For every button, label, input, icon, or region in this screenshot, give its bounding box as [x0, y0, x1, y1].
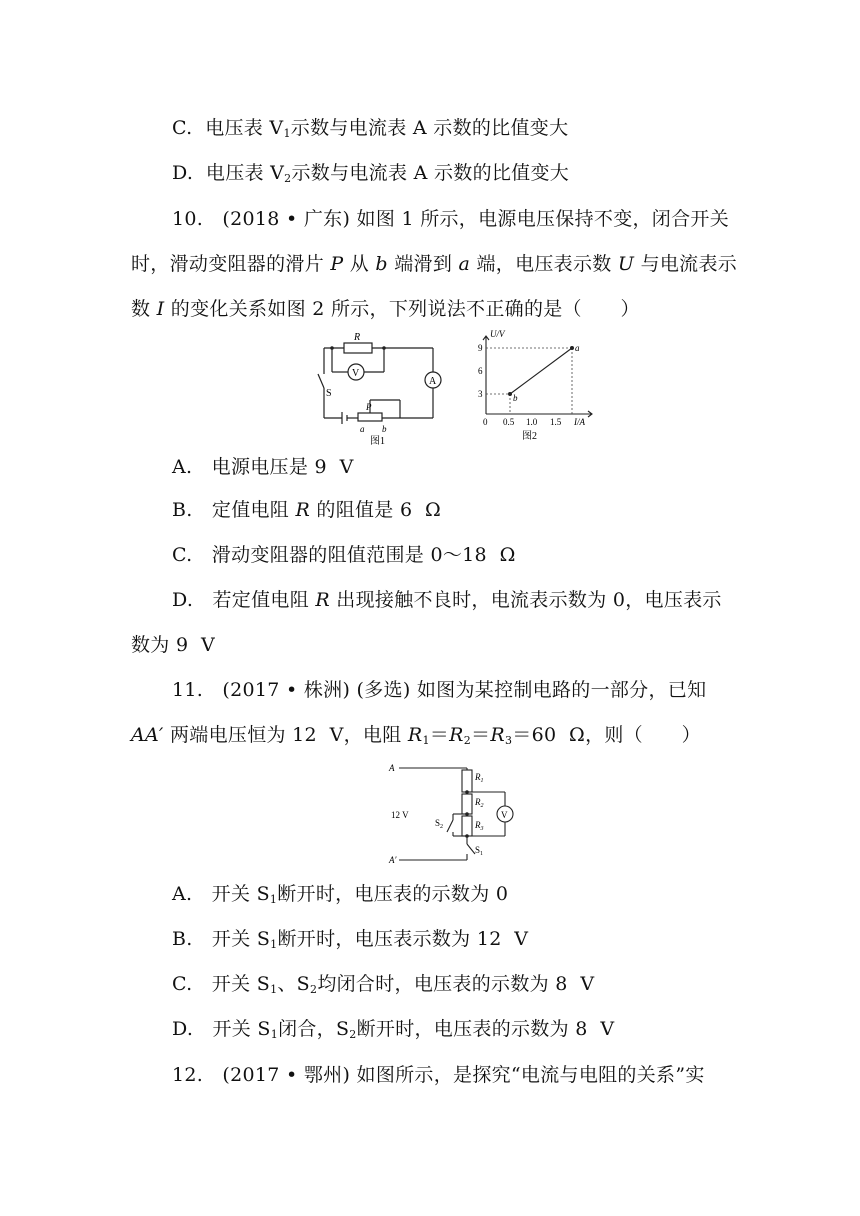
q11-option-d: D. 开关 $S_1$闭合，$S_2$断开时，电压表的示数为 8 V — [172, 1018, 615, 1041]
fig2-caption: 图2 — [522, 431, 537, 442]
fig2-point-b: b — [513, 393, 518, 403]
q10-option-d-line2: 数为 9 V — [131, 634, 216, 656]
q11-fig-label-r2: $R_2$ — [475, 797, 484, 809]
q11-fig-voltmeter-v: V — [501, 810, 508, 820]
q10-stem-line2: 时，滑动变阻器的滑片 P 从 b 端滑到 a 端，电压表示数 U 与电流表示 — [131, 253, 738, 275]
q11-fig-label-r3: $R_3$ — [475, 820, 484, 832]
q10-option-d: D. 若定值电阻 R 出现接触不良时，电流表示数为 0，电压表示 — [172, 589, 722, 611]
q10-option-a: A. 电源电压是 9 V — [172, 456, 354, 478]
q11-option-b: B. 开关 $S_1$断开时，电压表示数为 12 V — [172, 928, 529, 951]
fig2-tick-x10: 1.0 — [526, 417, 538, 427]
q11-fig-label-r1: $R_1$ — [475, 772, 484, 784]
q11-figure-circuit — [385, 760, 525, 870]
q10-stem-line3: 数 I 的变化关系如图 2 所示，下列说法不正确的是（ ） — [131, 298, 640, 320]
q11-stem-line1: 11. (2017 • 株洲) (多选) 如图为某控制电路的一部分，已知 — [172, 679, 707, 701]
fig2-tick-y6: 6 — [478, 366, 483, 376]
fig1-label-s: S — [326, 388, 332, 399]
fig1-voltmeter-v: V — [352, 368, 360, 379]
q11-fig-label-12v: 12 V — [391, 810, 409, 820]
q11-fig-label-a: A — [389, 763, 395, 773]
q10-figure2-graph — [470, 328, 600, 450]
fig2-tick-x05: 0.5 — [503, 417, 515, 427]
fig2-point-a: a — [575, 343, 580, 353]
fig1-caption: 图1 — [370, 436, 385, 447]
q11-option-a: A. 开关 $S_1$断开时，电压表的示数为 0 — [172, 883, 509, 906]
fig2-xlabel: I/A — [574, 417, 585, 427]
fig1-label-a: a — [360, 424, 365, 434]
fig1-ammeter-a: A — [429, 376, 437, 387]
fig2-tick-x0: 0 — [483, 417, 488, 427]
q11-option-c: C. 开关 $S_1$、$S_2$均闭合时，电压表的示数为 8 V — [172, 973, 595, 996]
q9-option-d: D. 电压表 $V_2$示数与电流表 A 示数的比值变大 — [172, 162, 570, 185]
fig2-tick-y9: 9 — [478, 343, 483, 353]
q12-stem-line1: 12. (2017 • 鄂州) 如图所示，是探究“电流与电阻的关系”实 — [172, 1064, 705, 1086]
fig2-ylabel: U/V — [490, 329, 505, 339]
q10-option-c: C. 滑动变阻器的阻值范围是 0～18 Ω — [172, 544, 516, 566]
fig1-label-p: P — [366, 402, 372, 412]
q11-fig-label-aprime: A′ — [389, 855, 397, 865]
q10-stem-line1: 10. (2018 • 广东) 如图 1 所示，电源电压保持不变，闭合开关 — [172, 208, 729, 230]
q11-fig-label-s1: $S_1$ — [475, 845, 484, 857]
q10-figure1-circuit — [300, 330, 450, 450]
q9-option-c: C. 电压表 $V_1$示数与电流表 A 示数的比值变大 — [172, 117, 569, 140]
q11-stem-line2: AA′ 两端电压恒为 12 V，电阻 $R_1=R_2=R_3=60$ Ω，则（ ） — [131, 724, 701, 747]
fig2-tick-y3: 3 — [478, 389, 483, 399]
fig1-label-b: b — [382, 424, 387, 434]
q10-option-b: B. 定值电阻 R 的阻值是 6 Ω — [172, 499, 442, 521]
fig2-tick-x15: 1.5 — [550, 417, 562, 427]
q11-fig-label-s2: $S_2$ — [435, 818, 444, 830]
fig1-label-r: R — [354, 332, 361, 343]
